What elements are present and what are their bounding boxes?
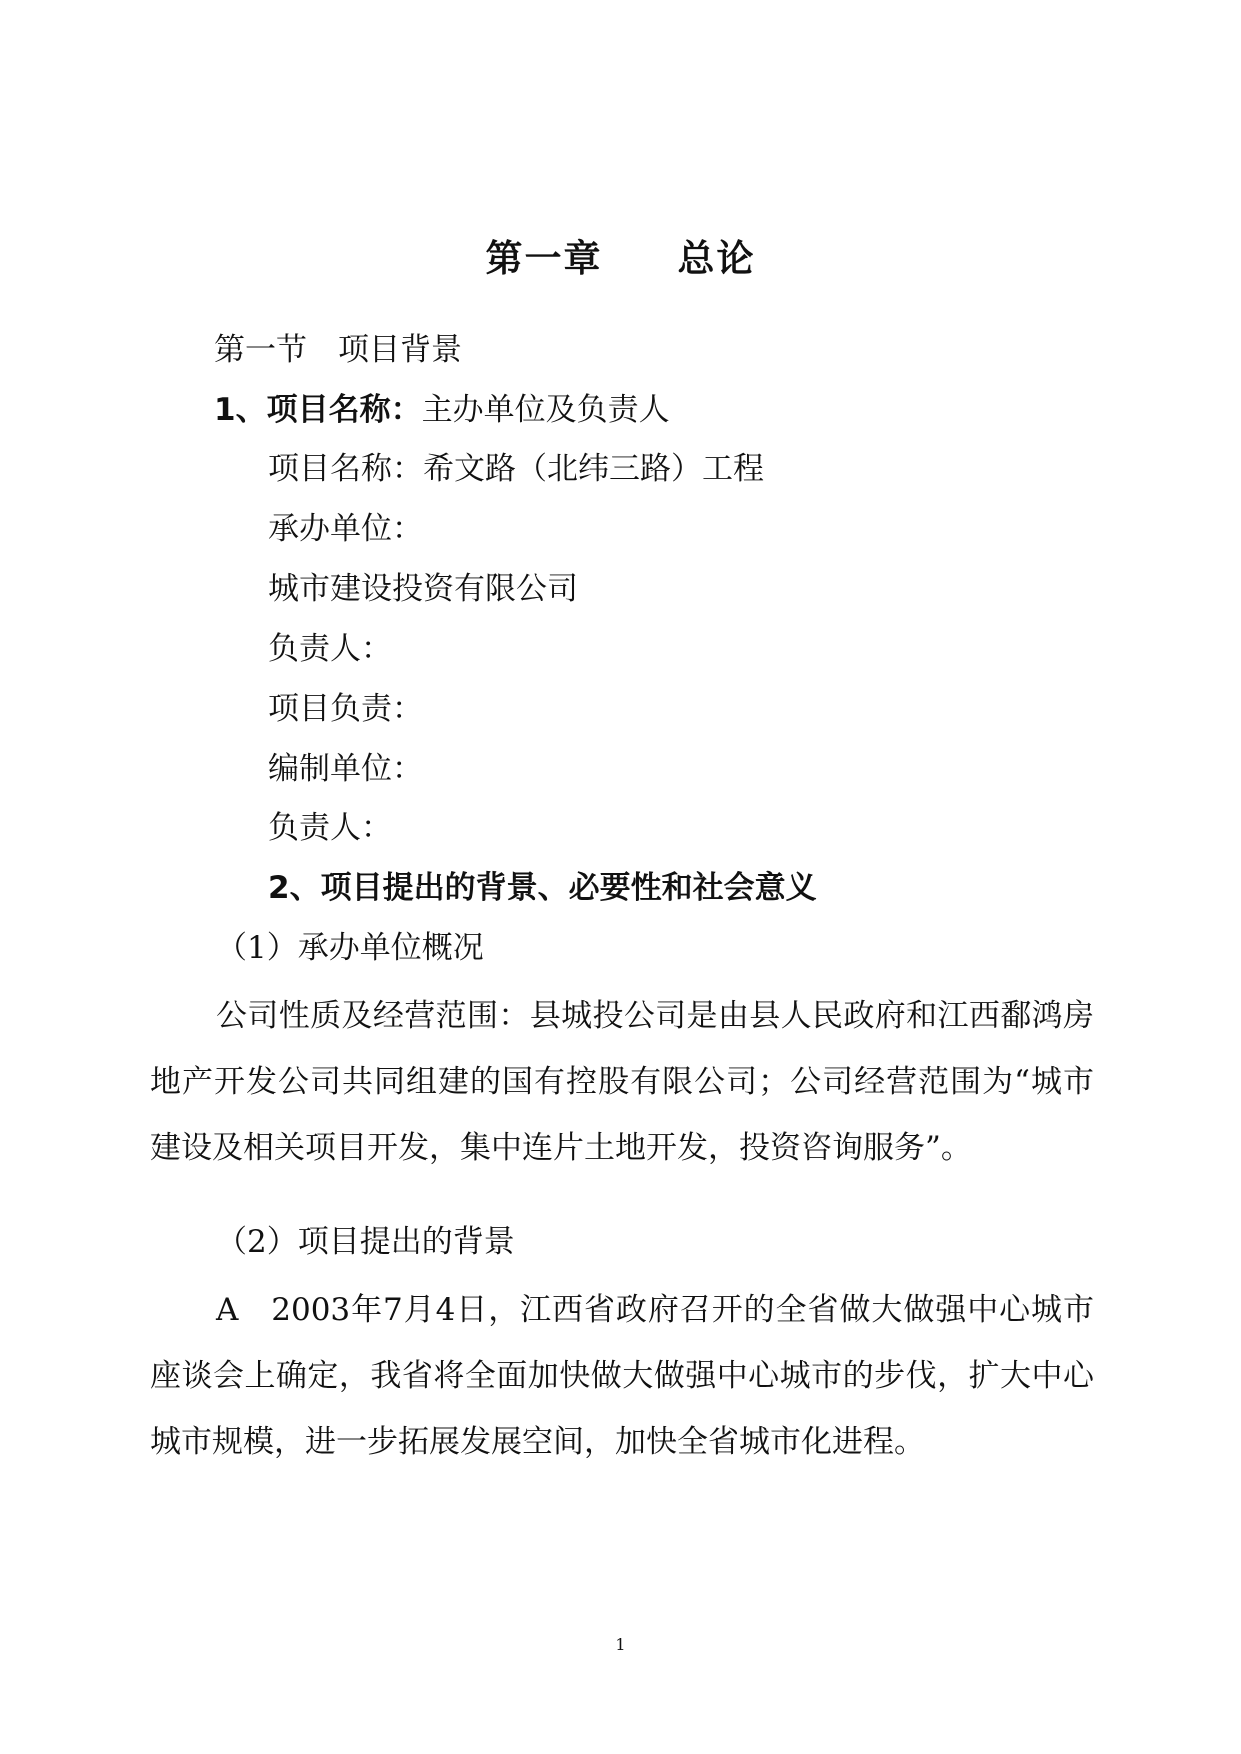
- background-paragraph: A 2003年7月4日，江西省政府召开的全省做大做强中心城市座谈会上确定，我省将全面加快做大做强中心城市的步伐，扩大中心城市规模，进一步拓展发展空间，加快全省城市化进程。: [150, 1292, 1094, 1460]
- field-project-lead: 项目负责：: [268, 691, 423, 727]
- field-compiling-unit: 编制单位：: [268, 751, 423, 787]
- chapter-number: 第一章: [485, 237, 603, 280]
- field-company-name: 城市建设投资有限公司: [268, 571, 578, 607]
- field-responsible-person: 负责人：: [268, 631, 392, 667]
- item1-label: 1、项目名称：: [214, 392, 422, 428]
- chapter-name: 总论: [677, 237, 756, 280]
- page-number: 1: [615, 1635, 626, 1654]
- section-title: 第一节 项目背景: [214, 332, 462, 368]
- item2-heading: 2、项目提出的背景、必要性和社会意义: [268, 870, 817, 906]
- sub1-heading: （1）承办单位概况: [216, 930, 484, 966]
- chapter-title: [0, 228, 1241, 282]
- field-responsible-person-2: 负责人：: [268, 810, 392, 846]
- company-overview-paragraph: 公司性质及经营范围：县城投公司是由县人民政府和江西鄱鸿房地产开发公司共同组建的国有控股有限公司；公司经营范围为“城市建设及相关项目开发，集中连片土地开发，投资咨询服务”。: [150, 998, 1094, 1166]
- field-project-name: 项目名称：希文路（北纬三路）工程: [268, 451, 764, 487]
- field-undertaking-unit: 承办单位：: [268, 511, 423, 547]
- item1-text: 主办单位及负责人: [421, 392, 670, 428]
- item1-heading: [214, 390, 670, 430]
- sub2-heading: （2）项目提出的背景: [216, 1224, 515, 1260]
